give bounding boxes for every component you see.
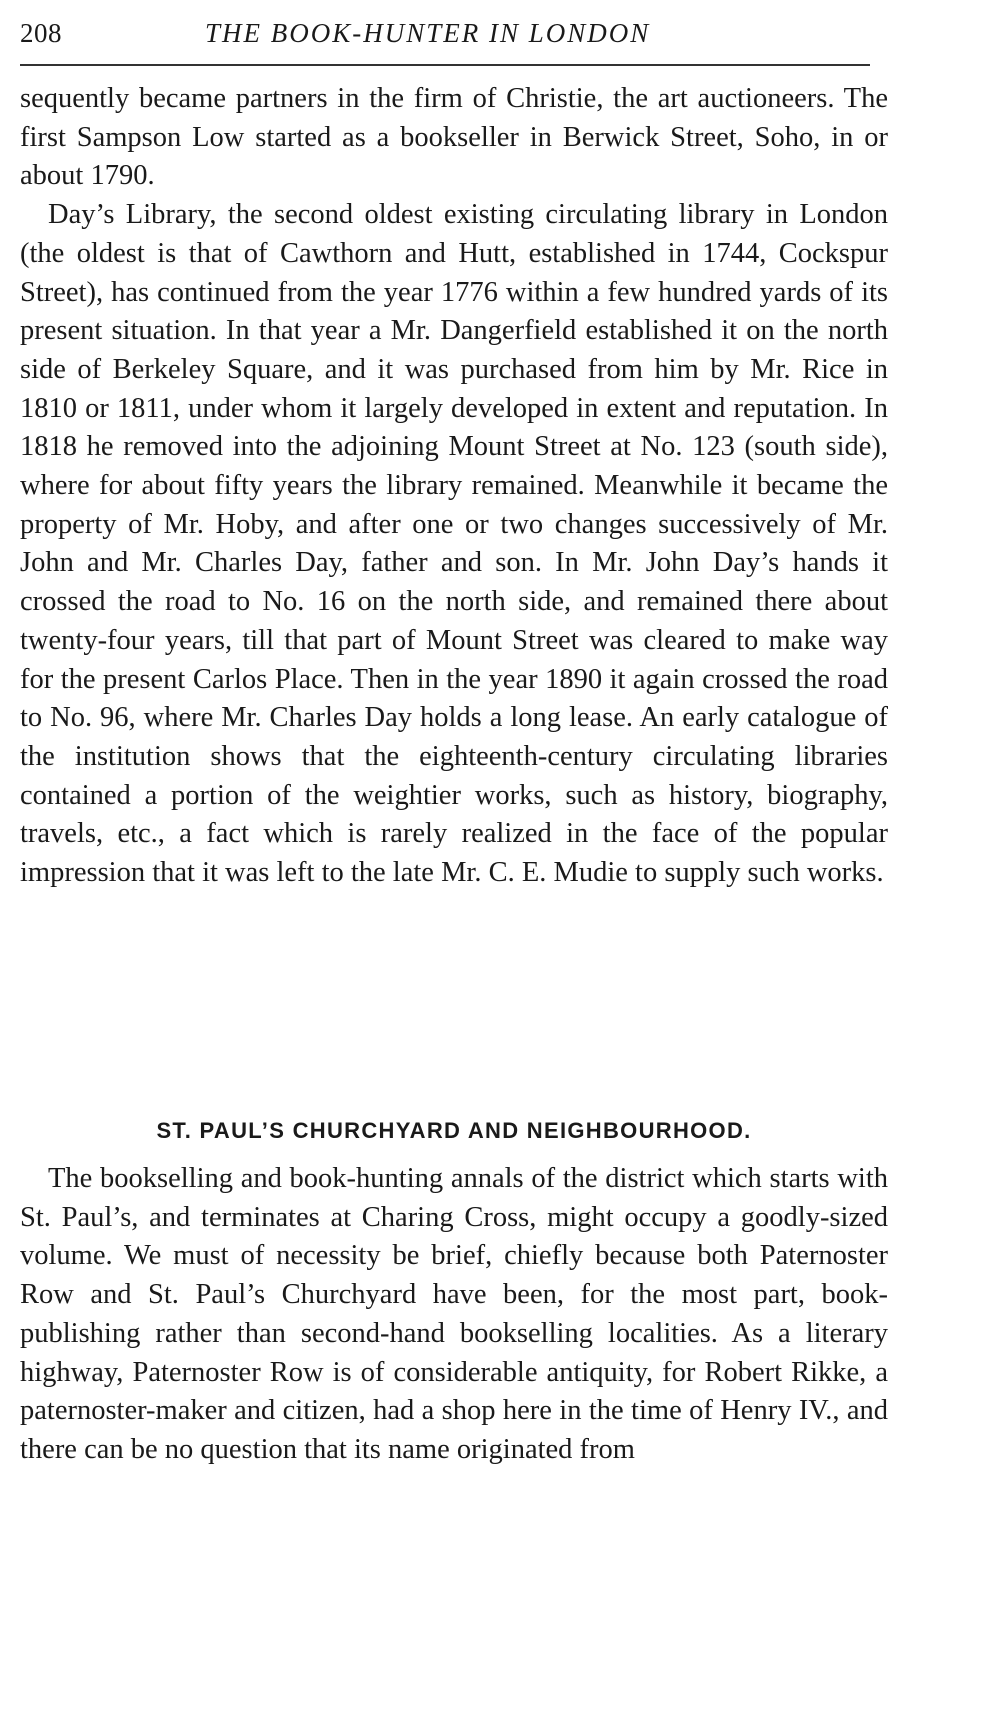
section-body-text — [20, 1160, 888, 1470]
running-title: THE BOOK-HUNTER IN LONDON — [205, 18, 651, 48]
body-text — [20, 80, 888, 893]
header-rule — [20, 64, 870, 66]
section-heading: ST. PAUL’S CHURCHYARD AND NEIGHBOURHOOD. — [156, 1118, 752, 1143]
page-number: 208 — [20, 18, 62, 48]
paragraph-st-pauls: The bookselling and book-hunting annals of the district which starts with St. Paul’s, and terminates at Charing Cross, might occupy a goodly-sized volume. We must of necessity be brief, chiefly because both Paternoster Row and St. Paul’s Churchyard have been, for the most part, book-publishing rather than second-hand bookselling localities. As a literary highway, Paternoster Row is of considerable antiquity, for Robert Rikke, a paternoster-maker and citizen, had a shop here in the time of Henry IV., and there can be no question that its name originated from — [20, 1163, 888, 1465]
paragraph-continuation: sequently became partners in the firm of Christie, the art auctioneers. The first Sampson Low started as a bookseller in Berwick Street, Soho, in or about 1790. — [20, 83, 888, 192]
page-header — [20, 14, 898, 54]
paragraph-days-library: Day’s Library, the second oldest existing circulating library in London (the oldest is that of Cawthorn and Hutt, established in 1744, Cockspur Street), has continued from the year 1776 within a few hundred yards of its present situation. In that year a Mr. Dangerfield established it on the north side of Berkeley Square, and it was purchased from him by Mr. Rice in 1810 or 1811, under whom it largely developed in extent and reputation. In 1818 he removed into the adjoining Mount Street at No. 123 (south side), where for about fifty years the library remained. Meanwhile it became the property of Mr. Hoby, and after one or two changes successively of Mr. John and Mr. Charles Day, father and son. In Mr. John Day’s hands it crossed the road to No. 16 on the north side, and remained there about twenty-four years, till that part of Mount Street was cleared to make way for the present Carlos Place. Then in the year 1890 it again crossed the road to No. 96, where Mr. Charles Day holds a long lease. An early catalogue of the institution shows that the eighteenth-century circulating libraries contained a portion of the weightier works, such as history, biography, travels, etc., a fact which is rarely realized in the face of the popular impression that it was left to the late Mr. C. E. Mudie to supply such works. — [20, 199, 888, 889]
